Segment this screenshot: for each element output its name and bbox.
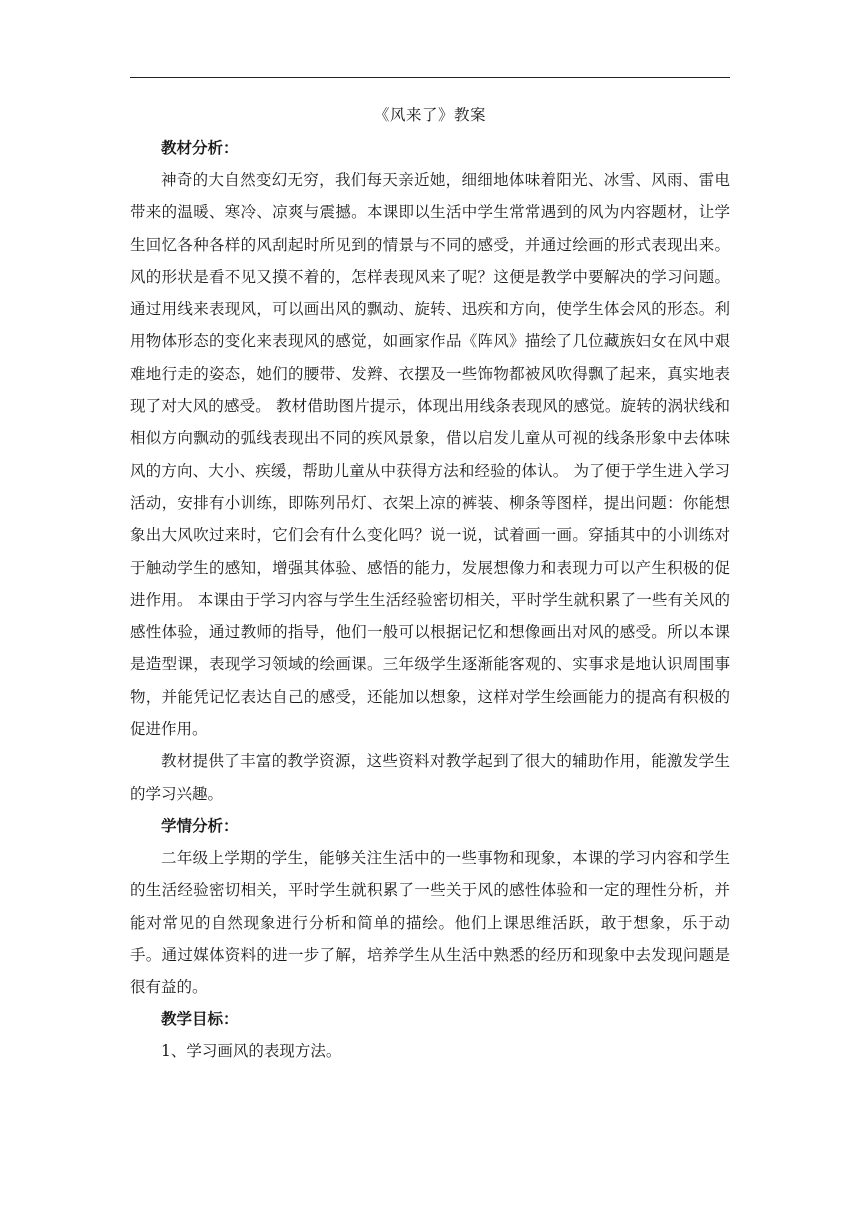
document-body bbox=[130, 100, 730, 1068]
header-rule bbox=[130, 77, 730, 78]
document-title: 《风来了》教案 bbox=[373, 106, 486, 124]
paragraph: 教材提供了丰富的教学资源，这些资料对教学起到了很大的辅助作用，能激发学生的学习兴趣。 bbox=[130, 752, 730, 803]
paragraph: 二年级上学期的学生，能够关注生活中的一些事物和现象，本课的学习内容和学生的生活经验密切相关，平时学生就积累了一些关于风的感性体验和一定的理性分析，并能对常见的自然现象进行分析和简单的描绘。他们上课思维活跃，敢于想象，乐于动手。通过媒体资料的进一步了解，培养学生从生活中熟悉的经历和现象中去发现问题是很有益的。 bbox=[130, 848, 730, 997]
section-heading: 学情分析： bbox=[161, 815, 239, 835]
section-teaching-goals bbox=[130, 1003, 730, 1067]
section-textbook-analysis bbox=[130, 132, 730, 810]
paragraph: 神奇的大自然变幻无穷，我们每天亲近她，细细地体味着阳光、冰雪、风雨、雷电带来的温暖、寒冷、凉爽与震撼。本课即以生活中学生常常遇到的风为内容题材，让学生回忆各种各样的风刮起时所见到的情景与不同的感受，并通过绘画的形式表现出来。 风的形状是看不见又摸不着的，怎样表现风来了呢？这便是教学中要解决的学习问题。通过用线来表现风，可以画出风的飘动、旋转、迅疾和方向，使学生体会风的形态。利用物体形态的变化来表现风的感觉，如画家作品《阵风》描绘了几位藏族妇女在风中艰难地行走的姿态，她们的腰带、发辫、衣摆及一些饰物都被风吹得飘了起来，真实地表现了对大风的感受。 教材借助图片提示，体现出用线条表现风的感觉。旋转的涡状线和相似方向飘动的弧线表现出不同的疾风景象，借以启发儿童从可视的线条形象中去体味风的方向、大小、疾缓，帮助儿童从中获得方法和经验的体认。 为了便于学生进入学习活动，安排有小训练，即陈列吊灯、衣架上凉的裤装、柳条等图样，提出问题：你能想象出大风吹过来时，它们会有什么变化吗？说一说，试着画一画。穿插其中的小训练对于触动学生的感知，增强其体验、感悟的能力，发展想像力和表现力可以产生积极的促进作用。 本课由于学习内容与学生生活经验密切相关，平时学生就积累了一些有关风的感性体验，通过教师的指导，他们一般可以根据记忆和想像画出对风的感受。所以本课是造型课，表现学习领域的绘画课。三年级学生逐渐能客观的、实事求是地认识周围事物，并能凭记忆表达自己的感受，还能加以想象，这样对学生绘画能力的提高有积极的促进作用。 bbox=[130, 171, 730, 739]
section-learner-analysis bbox=[130, 810, 730, 1003]
section-heading: 教学目标： bbox=[161, 1009, 239, 1029]
section-heading: 教材分析： bbox=[161, 138, 239, 157]
paragraph: 1、学习画风的表现方法。 bbox=[161, 1042, 342, 1061]
